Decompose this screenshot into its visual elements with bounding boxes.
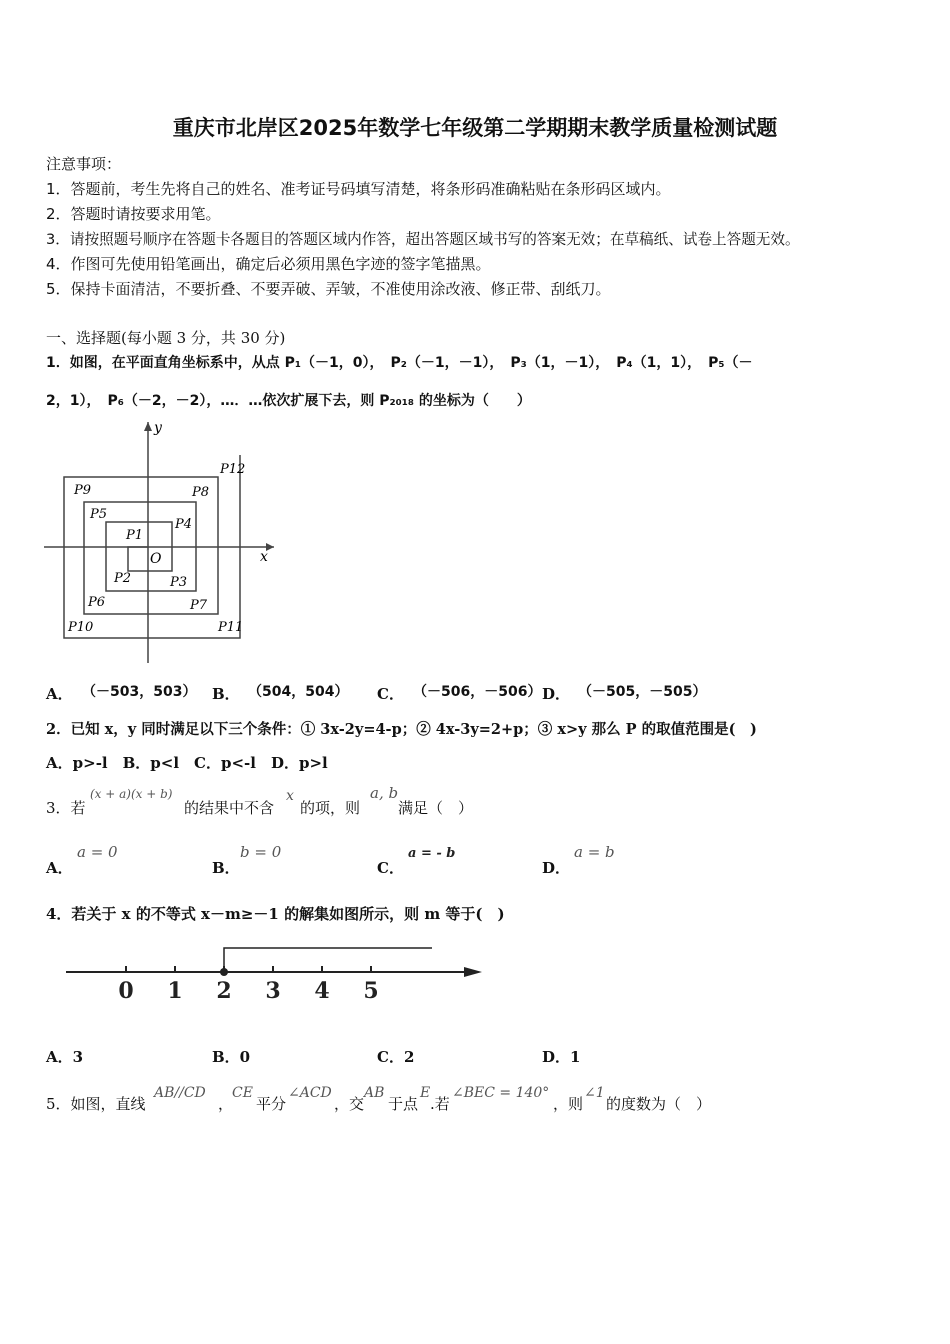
q5-math-acd: ∠ACD xyxy=(288,1085,332,1101)
q3-vars: a, b xyxy=(370,784,399,802)
label-p3: P3 xyxy=(170,575,188,590)
tick-label-4: 4 xyxy=(314,978,330,1002)
label-p9: P9 xyxy=(74,483,92,498)
tick-label-5: 5 xyxy=(363,978,379,1002)
notice-heading: 注意事项： xyxy=(46,155,122,173)
label-p8: P8 xyxy=(192,485,210,500)
q5-math-bec: ∠BEC = 140° xyxy=(452,1085,550,1101)
label-p4: P4 xyxy=(175,517,193,532)
solution-point xyxy=(220,968,228,976)
q3-suffix: 满足（ ） xyxy=(398,799,474,817)
q1-option-d-letter: D． xyxy=(542,685,571,703)
q1-text-line2: 2，1）， P₆（－2，－2），…．…依次扩展下去，则 P₂₀₁₈ 的坐标为（ ） xyxy=(46,393,531,409)
q1-option-c-letter: C． xyxy=(377,685,404,703)
page-title: 重庆市北岸区2025年数学七年级第二学期期末教学质量检测试题 xyxy=(172,116,778,140)
label-p12: P12 xyxy=(220,462,246,477)
tick-label-3: 3 xyxy=(265,978,281,1002)
q3-option-b: b = 0 xyxy=(240,843,282,861)
q3-option-d: a = b xyxy=(574,843,615,861)
q1-option-c: （－506，－506） xyxy=(413,684,542,700)
q3-option-a: a = 0 xyxy=(77,843,118,861)
q3-option-c-letter: C． xyxy=(377,859,404,877)
q1-spiral-figure xyxy=(44,418,280,668)
q3-option-c: a = - b xyxy=(408,846,456,861)
q4-option-d: D．1 xyxy=(542,1048,581,1066)
q4-option-a: A．3 xyxy=(46,1048,84,1066)
q5-text-6: .若 xyxy=(430,1095,450,1113)
q5-text-2: ， xyxy=(218,1095,234,1113)
q1-option-d: （－505，－505） xyxy=(578,684,707,700)
q4-option-b: B．0 xyxy=(212,1048,251,1066)
q5-text-7: ，则 xyxy=(553,1095,584,1113)
q5-text-1: 5．如图，直线 xyxy=(46,1095,146,1113)
q3-option-d-letter: D． xyxy=(542,859,571,877)
q5-text-5: 于点 xyxy=(388,1095,419,1113)
tick-label-0: 0 xyxy=(118,978,134,1002)
q5-math-ab-cd: AB//CD xyxy=(154,1085,206,1101)
q4-number-line xyxy=(60,940,490,1002)
q1-text-line1: 1．如图，在平面直角坐标系中，从点 P₁（－1，0）， P₂（－1，－1）， P₃（1，－1）， P₄（1，1）， P₅（－ xyxy=(46,355,753,371)
notice-item: 5．保持卡面清洁，不要折叠、不要弄破、弄皱，不准使用涂改液、修正带、刮纸刀。 xyxy=(46,280,611,298)
q4-option-c: C．2 xyxy=(377,1048,415,1066)
notice-item: 2．答题时请按要求用笔。 xyxy=(46,205,221,223)
q2-options: A．p>-l B．p<l C．p<-l D．p>l xyxy=(46,754,328,772)
y-axis-label: y xyxy=(154,420,162,436)
q3-var: x xyxy=(286,788,294,804)
q5-math-ce: CE xyxy=(232,1085,253,1101)
notice-item: 3．请按照题号顺序在答题卡各题目的答题区域内作答，超出答题区域书写的答案无效；在草稿纸、试卷上答题无效。 xyxy=(46,231,800,248)
origin-label: O xyxy=(150,551,162,567)
label-p11: P11 xyxy=(218,620,244,635)
tick-label-2: 2 xyxy=(216,978,232,1002)
q3-option-b-letter: B． xyxy=(212,859,240,877)
q2-text: 2．已知 x，y 同时满足以下三个条件：① 3x-2y=4-p；② 4x-3y=2+p；③ x>y 那么 P 的取值范围是( ) xyxy=(46,721,757,738)
tick-label-1: 1 xyxy=(167,978,183,1002)
q1-option-b: （504，504） xyxy=(248,684,349,700)
label-p6: P6 xyxy=(88,595,106,610)
q3-option-a-letter: A． xyxy=(46,859,73,877)
y-arrow-icon xyxy=(144,422,152,431)
label-p7: P7 xyxy=(190,598,208,613)
q3-prefix: 3．若 xyxy=(46,799,86,817)
q5-math-angle1: ∠1 xyxy=(584,1085,605,1101)
x-axis-label: x xyxy=(260,549,268,565)
q1-option-a: （－503，503） xyxy=(82,684,197,700)
q3-mid2: 的项，则 xyxy=(300,799,361,817)
q4-text: 4．若关于 x 的不等式 x－m≥－1 的解集如图所示，则 m 等于( ) xyxy=(46,905,505,923)
q5-math-e: E xyxy=(420,1085,431,1101)
q5-math-ab: AB xyxy=(364,1085,385,1101)
q1-option-b-letter: B． xyxy=(212,685,240,703)
label-p1: P1 xyxy=(126,528,144,543)
label-p2: P2 xyxy=(114,571,132,586)
section-heading: 一、选择题(每小题 3 分，共 30 分) xyxy=(46,329,286,347)
q5-text-4: ，交 xyxy=(334,1095,365,1113)
q5-text-8: 的度数为（ ） xyxy=(606,1095,712,1113)
notice-item: 4．作图可先使用铅笔画出，确定后必须用黑色字迹的签字笔描黑。 xyxy=(46,255,491,273)
number-line-arrow-icon xyxy=(464,967,482,977)
q5-text-3: 平分 xyxy=(256,1095,287,1113)
q1-option-a-letter: A． xyxy=(46,685,73,703)
solution-bracket xyxy=(224,948,432,972)
label-p5: P5 xyxy=(90,507,108,522)
q3-expression: (x + a)(x + b) xyxy=(90,787,173,801)
label-p10: P10 xyxy=(68,620,94,635)
q3-mid: 的结果中不含 xyxy=(184,799,275,817)
notice-item: 1．答题前，考生先将自己的姓名、准考证号码填写清楚，将条形码准确粘贴在条形码区域内。 xyxy=(46,180,671,198)
